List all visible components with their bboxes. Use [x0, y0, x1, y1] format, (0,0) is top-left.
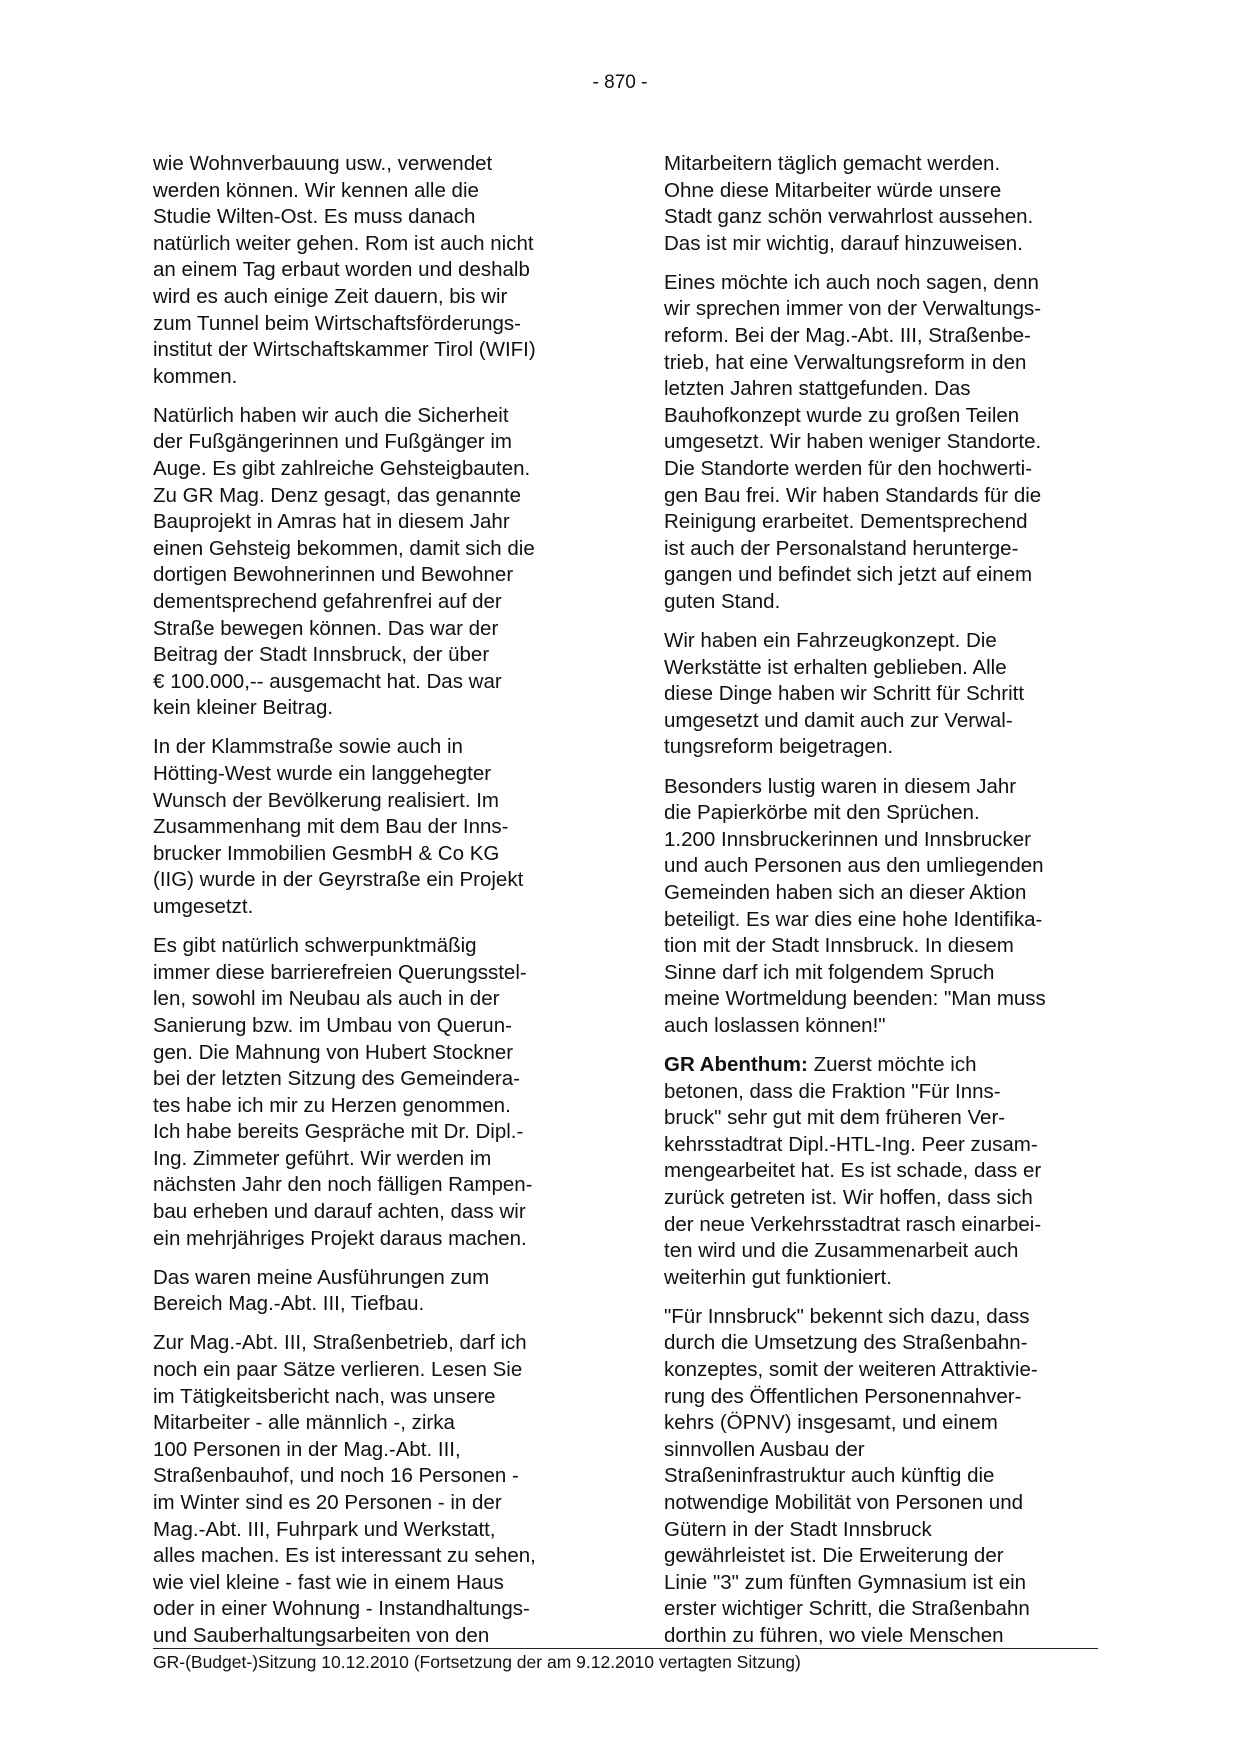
- text-line: im Winter sind es 20 Personen - in der: [153, 1491, 502, 1514]
- text-line: zurück getreten ist. Wir hoffen, dass sich: [664, 1185, 1033, 1209]
- text-line: ten wird und die Zusammenarbeit auch: [664, 1239, 1019, 1263]
- page-number: - 870 -: [592, 72, 648, 93]
- paragraph: [153, 151, 591, 390]
- text-line: len, sowohl im Neubau als auch in der: [153, 987, 500, 1011]
- text-line: Eines möchte ich auch noch sagen, denn: [664, 270, 1039, 294]
- text-line: Beitrag der Stadt Innsbruck, der über: [153, 643, 490, 667]
- text-line: umgesetzt und damit auch zur Verwal-: [664, 708, 1013, 732]
- text-line: betonen, dass die Fraktion "Für Inns-: [664, 1079, 1001, 1103]
- text-line: dementsprechend gefahrenfrei auf der: [153, 590, 502, 613]
- text-line: Natürlich haben wir auch die Sicherheit: [153, 403, 509, 427]
- text-line: rung des Öffentlichen Personennahver-: [664, 1384, 1022, 1408]
- paragraph: [664, 628, 1102, 761]
- text-line: bruck" sehr gut mit dem früheren Ver-: [664, 1106, 1006, 1130]
- text-line: und auch Personen aus den umliegenden: [664, 854, 1044, 878]
- text-line: GR Abenthum: Zuerst möchte ich: [664, 1053, 977, 1076]
- text-line: meine Wortmeldung beenden: "Man muss: [664, 987, 1046, 1011]
- text-line: guten Stand.: [664, 590, 781, 613]
- text-line: Das ist mir wichtig, darauf hinzuweisen.: [664, 231, 1023, 255]
- text-line: reform. Bei der Mag.-Abt. III, Straßenbe-: [664, 324, 1031, 348]
- text-line: noch ein paar Sätze verlieren. Lesen Sie: [153, 1358, 523, 1382]
- text-line: Ing. Zimmeter geführt. Wir werden im: [153, 1146, 492, 1170]
- text-line: Straßenbauhof, und noch 16 Personen -: [153, 1464, 519, 1488]
- text-line: Ohne diese Mitarbeiter würde unsere: [664, 178, 1002, 202]
- text-line: brucker Immobilien GesmbH & Co KG: [153, 841, 500, 865]
- text-line: Zusammenhang mit dem Bau der Inns-: [153, 815, 509, 839]
- text-line: mengearbeitet hat. Es ist schade, dass er: [664, 1159, 1042, 1183]
- text-line: weiterhin gut funktioniert.: [664, 1265, 892, 1289]
- text-line: (IIG) wurde in der Geyrstraße ein Projekt: [153, 868, 524, 892]
- text-line: Mitarbeiter - alle männlich -, zirka: [153, 1411, 455, 1435]
- text-line: an einem Tag erbaut worden und deshalb: [153, 258, 530, 282]
- paragraph: [153, 1330, 591, 1649]
- text-line: "Für Innsbruck" bekennt sich dazu, dass: [664, 1304, 1030, 1328]
- text-line: der Fußgängerinnen und Fußgänger im: [153, 430, 512, 454]
- paragraph: [664, 1304, 1102, 1650]
- text-line: Besonders lustig waren in diesem Jahr: [664, 774, 1017, 798]
- text-line: ein mehrjähriges Projekt daraus machen.: [153, 1226, 527, 1250]
- text-line: Linie "3" zum fünften Gymnasium ist ein: [664, 1570, 1027, 1594]
- text-line: tion mit der Stadt Innsbruck. In diesem: [664, 934, 1014, 958]
- paragraph: [153, 1265, 591, 1318]
- text-line: immer diese barrierefreien Querungsstel-: [153, 960, 527, 984]
- text-line: oder in einer Wohnung - Instandhaltungs-: [153, 1597, 530, 1621]
- text-line: trieb, hat eine Verwaltungsreform in den: [664, 350, 1027, 374]
- text-line: der neue Verkehrsstadtrat rasch einarbei-: [664, 1212, 1042, 1236]
- paragraph: [153, 933, 591, 1252]
- paragraph: [664, 151, 1102, 257]
- text-line: bau erheben und darauf achten, dass wir: [153, 1200, 526, 1224]
- paragraph: [664, 774, 1102, 1040]
- text-line: wir sprechen immer von der Verwaltungs-: [664, 297, 1042, 321]
- text-line: alles machen. Es ist interessant zu sehen,: [153, 1544, 536, 1568]
- text-line: Wir haben ein Fahrzeugkonzept. Die: [664, 629, 997, 653]
- text-line: Die Standorte werden für den hochwerti-: [664, 457, 1033, 481]
- text-line: sinnvollen Ausbau der: [664, 1437, 865, 1461]
- text-line: und Sauberhaltungsarbeiten von den: [153, 1623, 490, 1647]
- text-line: Stadt ganz schön verwahrlost aussehen.: [664, 205, 1034, 229]
- text-line: umgesetzt.: [153, 895, 254, 919]
- text-line: kehrsstadtrat Dipl.-HTL-Ing. Peer zusam-: [664, 1132, 1038, 1156]
- text-line: Straße bewegen können. Das war der: [153, 616, 499, 640]
- text-line: werden können. Wir kennen alle die: [153, 178, 479, 202]
- text-line: nächsten Jahr den noch fälligen Rampen-: [153, 1173, 533, 1197]
- text-line: wie viel kleine - fast wie in einem Haus: [153, 1570, 504, 1594]
- text-line: einen Gehsteig bekommen, damit sich die: [153, 536, 535, 560]
- text-line: 100 Personen in der Mag.-Abt. III,: [153, 1437, 461, 1461]
- text-line: die Papierkörbe mit den Sprüchen.: [664, 801, 980, 825]
- text-line: Wunsch der Bevölkerung realisiert. Im: [153, 788, 499, 812]
- text-line: gen. Die Mahnung von Hubert Stockner: [153, 1040, 514, 1064]
- paragraph: [153, 734, 591, 920]
- text-line: Straßeninfrastruktur auch künftig die: [664, 1464, 995, 1488]
- text-line: Bauhofkonzept wurde zu großen Teilen: [664, 403, 1020, 427]
- text-line: diese Dinge haben wir Schritt für Schritt: [664, 682, 1025, 706]
- text-line: dortigen Bewohnerinnen und Bewohner: [153, 563, 514, 587]
- text-line: wie Wohnverbauung usw., verwendet: [153, 152, 493, 175]
- text-line: durch die Umsetzung des Straßenbahn-: [664, 1331, 1028, 1355]
- text-line: Zur Mag.-Abt. III, Straßenbetrieb, darf ich: [153, 1331, 527, 1355]
- text-line: letzten Jahren stattgefunden. Das: [664, 377, 971, 401]
- paragraph: [153, 403, 591, 722]
- text-line: Mitarbeitern täglich gemacht werden.: [664, 152, 1001, 175]
- text-line: Reinigung erarbeitet. Dementsprechend: [664, 510, 1028, 534]
- text-line: natürlich weiter gehen. Rom ist auch nicht: [153, 231, 534, 255]
- text-line: im Tätigkeitsbericht nach, was unsere: [153, 1384, 496, 1408]
- left-column: [153, 151, 591, 1662]
- text-line: Sinne darf ich mit folgendem Spruch: [664, 960, 995, 984]
- text-line: institut der Wirtschaftskammer Tirol (WIFI): [153, 338, 536, 362]
- text-line: 1.200 Innsbruckerinnen und Innsbrucker: [664, 827, 1031, 851]
- right-column: [664, 151, 1102, 1662]
- text-line: Gemeinden haben sich an dieser Aktion: [664, 880, 1027, 904]
- text-line: ist auch der Personalstand herunterge-: [664, 536, 1019, 560]
- text-line: Bereich Mag.-Abt. III, Tiefbau.: [153, 1292, 425, 1316]
- text-line: notwendige Mobilität von Personen und: [664, 1491, 1023, 1514]
- text-line: Das waren meine Ausführungen zum: [153, 1265, 490, 1289]
- text-line: wird es auch einige Zeit dauern, bis wir: [153, 284, 508, 308]
- text-line: kein kleiner Beitrag.: [153, 696, 334, 720]
- text-line: auch loslassen können!": [664, 1013, 886, 1037]
- text-line: zum Tunnel beim Wirtschaftsförderungs-: [153, 311, 521, 335]
- text-line: Bauprojekt in Amras hat in diesem Jahr: [153, 510, 510, 534]
- text-line: Ich habe bereits Gespräche mit Dr. Dipl.-: [153, 1120, 524, 1144]
- text-line: beteiligt. Es war dies eine hohe Identifika-: [664, 907, 1043, 931]
- text-line: Mag.-Abt. III, Fuhrpark und Werkstatt,: [153, 1517, 496, 1541]
- text-line: dorthin zu führen, wo viele Menschen: [664, 1623, 1004, 1647]
- text-line: In der Klammstraße sowie auch in: [153, 735, 463, 759]
- footer-session-info: GR-(Budget-)Sitzung 10.12.2010 (Fortsetzung der am 9.12.2010 vertagten Sitzung): [153, 1652, 801, 1672]
- text-line: Es gibt natürlich schwerpunktmäßig: [153, 934, 477, 958]
- text-line: tes habe ich mir zu Herzen genommen.: [153, 1093, 511, 1117]
- text-line: kehrs (ÖPNV) insgesamt, und einem: [664, 1411, 998, 1435]
- text-line: erster wichtiger Schritt, die Straßenbahn: [664, 1597, 1030, 1621]
- footer-divider: [153, 1648, 1098, 1649]
- text-line: kommen.: [153, 364, 238, 388]
- text-line: gewährleistet ist. Die Erweiterung der: [664, 1544, 1004, 1568]
- text-line: konzeptes, somit der weiteren Attraktivie-: [664, 1358, 1038, 1382]
- text-line: Werkstätte ist erhalten geblieben. Alle: [664, 655, 1007, 679]
- text-line: € 100.000,-- ausgemacht hat. Das war: [153, 669, 502, 693]
- text-line: Hötting-West wurde ein langgehegter: [153, 762, 492, 786]
- text-line: gangen und befindet sich jetzt auf einem: [664, 563, 1033, 587]
- text-line: Studie Wilten-Ost. Es muss danach: [153, 205, 476, 229]
- text-line: Auge. Es gibt zahlreiche Gehsteigbauten.: [153, 457, 531, 481]
- text-line: Gütern in der Stadt Innsbruck: [664, 1517, 932, 1541]
- text-line: Sanierung bzw. im Umbau von Querun-: [153, 1013, 512, 1037]
- text-line: bei der letzten Sitzung des Gemeindera-: [153, 1067, 520, 1091]
- text-line: umgesetzt. Wir haben weniger Standorte.: [664, 430, 1042, 454]
- text-line: tungsreform beigetragen.: [664, 735, 894, 759]
- paragraph: [664, 1052, 1102, 1291]
- paragraph: [664, 270, 1102, 616]
- text-line: Zu GR Mag. Denz gesagt, das genannte: [153, 483, 522, 507]
- text-line: gen Bau frei. Wir haben Standards für die: [664, 483, 1042, 507]
- speaker-label: GR Abenthum:: [664, 1053, 808, 1076]
